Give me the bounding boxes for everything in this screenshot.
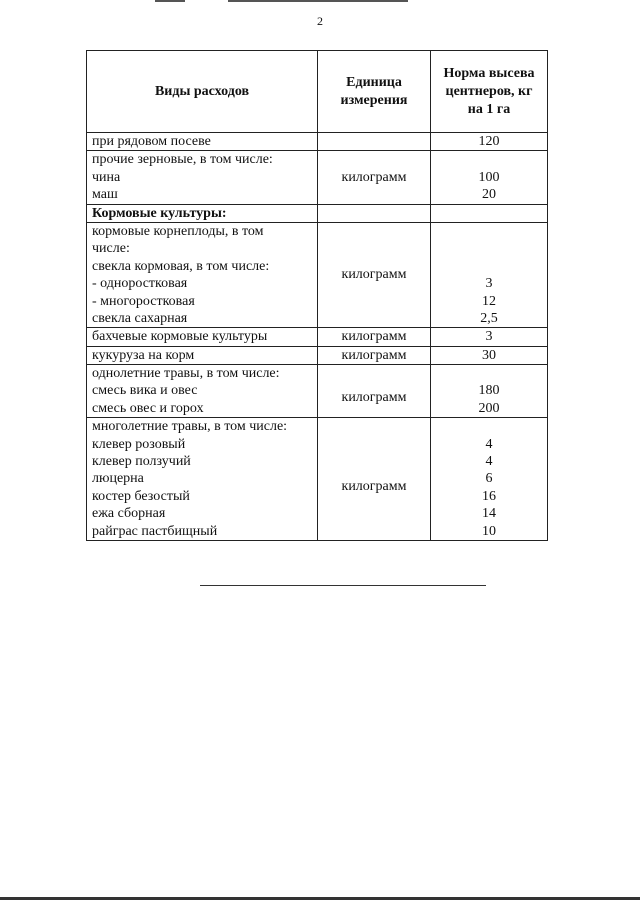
row-value (431, 151, 547, 168)
table-row-section-heading (87, 204, 548, 222)
row-value: 200 (478, 400, 500, 416)
row-value (431, 418, 547, 435)
row-value (431, 240, 547, 257)
page-number: 2 (317, 14, 323, 28)
table-row (87, 222, 548, 327)
row-value: 180 (478, 383, 500, 399)
row-unit: килограмм (341, 329, 407, 345)
row-name-line: однолетние травы, в том числе: (92, 366, 280, 382)
row-value (431, 365, 547, 382)
row-value: 3 (485, 276, 493, 292)
row-name-line: смесь вика и овес (92, 383, 198, 399)
row-name-line: клевер розовый (92, 436, 186, 452)
row-value: 120 (478, 134, 500, 149)
table-row (87, 346, 548, 364)
row-values-cell (431, 418, 548, 541)
row-name-line: при рядовом посеве (92, 134, 211, 149)
table-row (87, 133, 548, 151)
row-name-line: свекла сахарная (92, 310, 188, 326)
row-unit-cell (318, 346, 431, 364)
row-value: 3 (485, 329, 493, 345)
row-value: 100 (478, 169, 500, 185)
row-value (431, 205, 547, 222)
table-header-row (87, 51, 548, 133)
header-norm-line-2: центнеров, кг (445, 83, 533, 99)
row-name-line: маш (92, 187, 118, 203)
table-row (87, 418, 548, 541)
header-norm-line-1: Норма высева (443, 65, 535, 81)
row-values-cell (431, 328, 548, 346)
row-name-line: кормовые корнеплоды, в том (92, 223, 264, 239)
row-value: 30 (482, 347, 496, 363)
row-name-cell (87, 418, 318, 541)
row-name-cell (87, 328, 318, 346)
row-name-cell (87, 222, 318, 327)
header-expense-types-text: Виды расходов (154, 83, 250, 99)
row-unit: килограмм (341, 347, 407, 363)
row-value: 12 (482, 293, 496, 309)
row-name-line: смесь овес и горох (92, 400, 204, 416)
row-name-cell (87, 151, 318, 204)
table-row (87, 365, 548, 418)
row-value: 4 (485, 436, 493, 452)
row-name-line: райграс пастбищный (92, 523, 218, 539)
row-value: 10 (482, 523, 496, 539)
table-row (87, 151, 548, 204)
row-name-line: чина (92, 169, 121, 185)
row-value: 20 (482, 187, 496, 203)
row-name-line: свекла кормовая, в том числе: (92, 258, 270, 274)
row-name-line: клевер ползучий (92, 454, 191, 470)
header-unit-line-2: измерения (340, 92, 408, 108)
row-unit-cell (318, 133, 431, 151)
row-value: 2,5 (480, 310, 498, 326)
row-values-cell (431, 133, 548, 151)
row-unit-cell (318, 328, 431, 346)
row-value: 14 (482, 506, 496, 522)
row-name-line: люцерна (92, 471, 144, 487)
row-unit-cell: килограмм (318, 151, 431, 204)
section-heading-text: Кормовые культуры: (92, 205, 227, 221)
row-name-line: многолетние травы, в том числе: (92, 419, 288, 435)
header-unit-line-1: Единица (346, 74, 402, 90)
row-value: 6 (485, 471, 493, 487)
table-row (87, 328, 548, 346)
row-name-line: - многоростковая (92, 293, 195, 309)
row-value (431, 223, 547, 240)
row-unit-cell: килограмм (318, 365, 431, 418)
header-seeding-norm (431, 51, 548, 133)
row-values-cell (431, 346, 548, 364)
row-name-line: ежа сборная (92, 506, 166, 522)
top-scan-edge-right (228, 0, 408, 2)
bottom-scan-edge (0, 897, 640, 900)
top-scan-edge-left (155, 0, 185, 2)
row-values-cell (431, 204, 548, 222)
end-of-document-rule (200, 585, 486, 586)
row-name-line: прочие зерновые, в том числе: (92, 152, 273, 168)
seeding-norms-table (86, 50, 548, 541)
row-name-line: костер безостый (92, 488, 190, 504)
header-norm-line-3: на 1 га (467, 101, 511, 117)
row-value (431, 258, 547, 275)
row-name-line: бахчевые кормовые культуры (92, 329, 268, 345)
section-heading-cell (87, 204, 318, 222)
row-value: 16 (482, 488, 496, 504)
row-unit-cell: килограмм (318, 418, 431, 541)
row-values-cell (431, 151, 548, 204)
row-unit-cell (318, 204, 431, 222)
row-name-line: числе: (92, 241, 130, 257)
row-value: 4 (485, 454, 493, 470)
row-values-cell (431, 222, 548, 327)
row-name-cell (87, 346, 318, 364)
header-expense-types (87, 51, 318, 133)
row-unit-cell: килограмм (318, 222, 431, 327)
row-values-cell (431, 365, 548, 418)
row-name-cell (87, 133, 318, 151)
header-unit (318, 51, 431, 133)
row-name-cell (87, 365, 318, 418)
row-name-line: кукуруза на корм (92, 347, 195, 363)
row-name-line: - одноростковая (92, 276, 188, 292)
